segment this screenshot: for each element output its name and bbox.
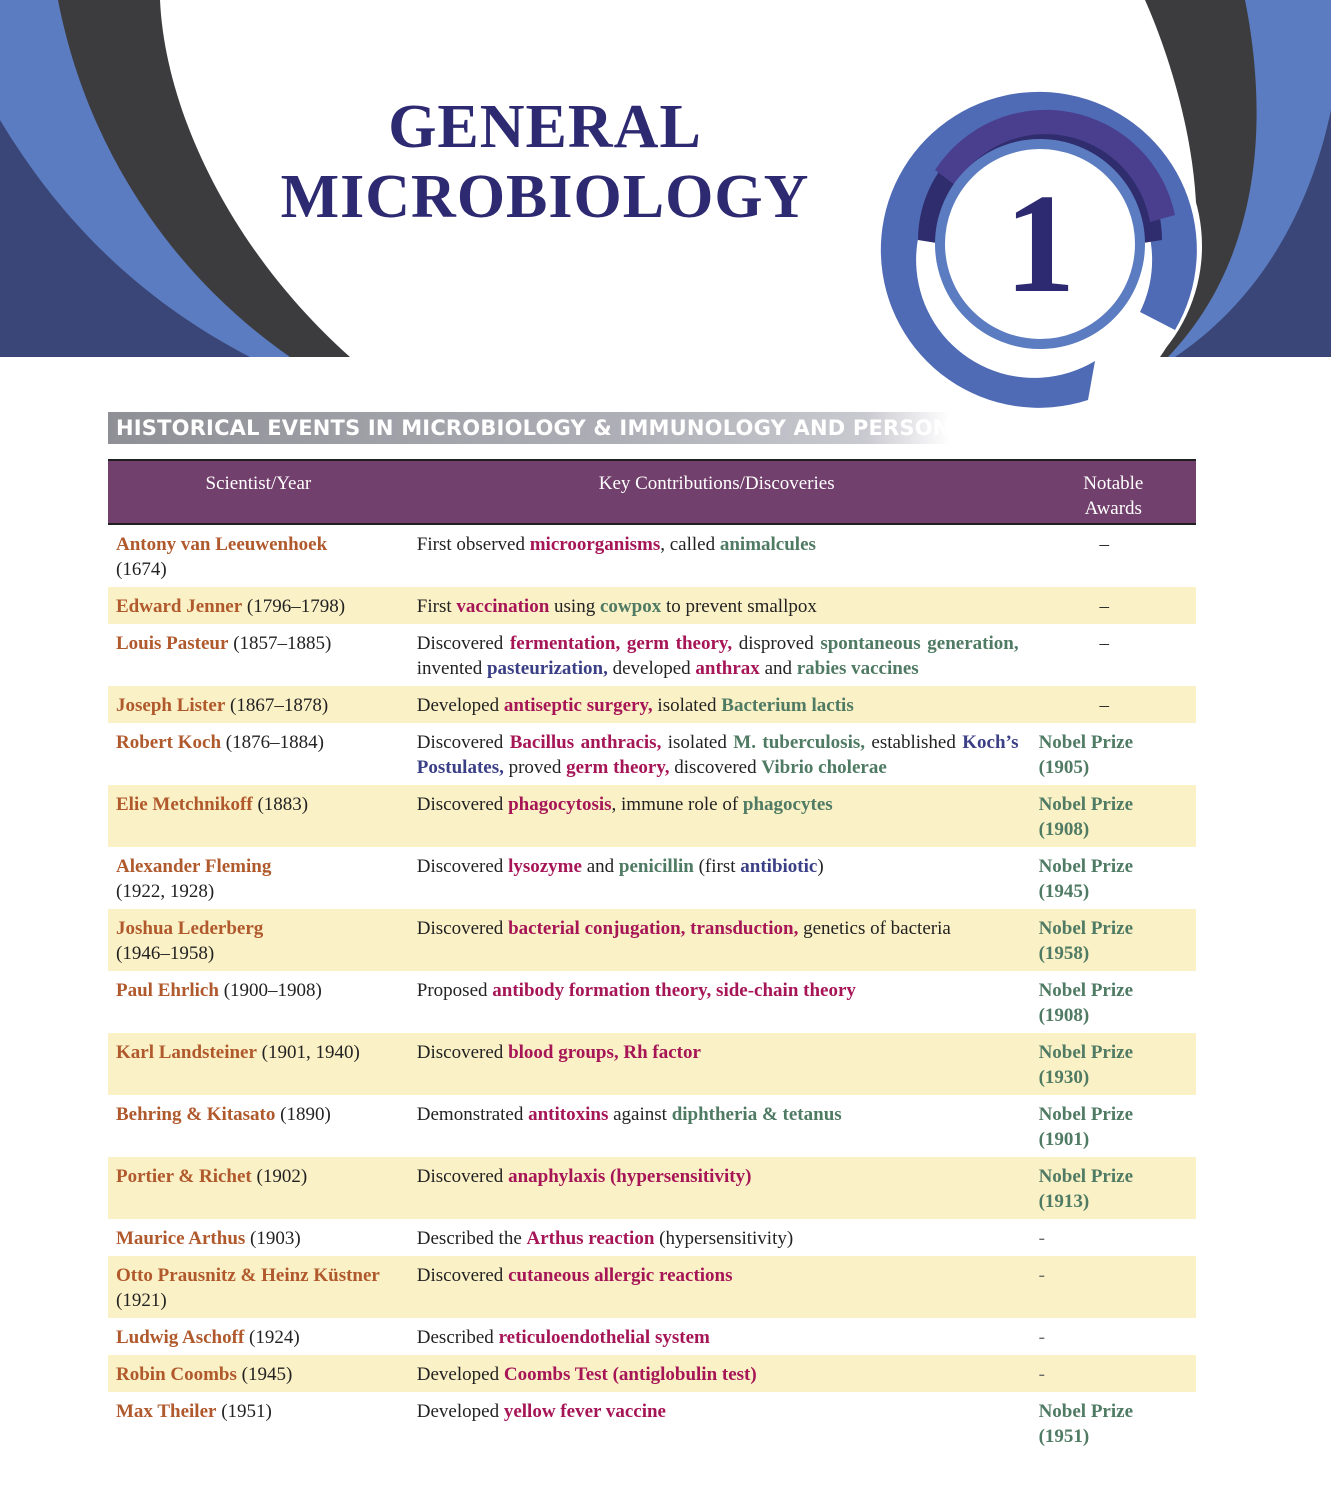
cell-award (1031, 847, 1196, 909)
cell-scientist (108, 1355, 409, 1392)
cell-award (1031, 624, 1196, 686)
cell-contribution (409, 686, 1031, 723)
cell-award (1031, 524, 1196, 587)
highlighted-term: Coombs Test (antiglobulin test) (503, 1364, 757, 1385)
contribution-text: Discovered (416, 1042, 509, 1063)
contribution-text: Developed (416, 695, 504, 716)
scientist-year: (1903) (250, 1228, 301, 1249)
table-row (108, 1355, 1196, 1392)
cell-award (1031, 1157, 1196, 1219)
cell-scientist (108, 624, 409, 686)
scientist-year: (1883) (257, 794, 309, 815)
cell-contribution (409, 785, 1031, 847)
scientist-name: Robin Coombs (116, 1364, 237, 1385)
scientist-year: (1674) (116, 559, 167, 580)
highlighted-term: phagocytosis (508, 794, 612, 815)
table-row (108, 587, 1196, 624)
contribution-text: ) (817, 856, 824, 877)
scientist-year: (1857–1885) (233, 633, 332, 654)
award-text: - (1038, 1228, 1045, 1249)
table-row (108, 723, 1196, 785)
highlighted-term: phagocytes (742, 794, 833, 815)
award-text: – (1099, 633, 1110, 654)
cell-scientist (108, 1318, 409, 1355)
cell-award (1031, 1095, 1196, 1157)
scientist-year: (1951) (221, 1401, 272, 1422)
scientist-name: Elie Metchnikoff (116, 794, 253, 815)
column-header-awards-text: Notable Awards (1083, 473, 1144, 519)
scientist-name: Maurice Arthus (116, 1228, 246, 1249)
cell-contribution (409, 909, 1031, 971)
cell-scientist (108, 1392, 409, 1454)
award-text: Nobel Prize (1908) (1038, 980, 1134, 1026)
cell-award (1031, 1318, 1196, 1355)
award-text: - (1038, 1327, 1045, 1348)
contribution-text: , immune role of (611, 794, 743, 815)
contribution-text: invented (416, 658, 487, 679)
highlighted-term: anaphylaxis (hypersensitivity) (508, 1166, 752, 1187)
section-heading: HISTORICAL EVENTS IN MICROBIOLOGY & IMMUNOLOGY AND PERSONS (108, 412, 950, 444)
scientist-year: (1945) (241, 1364, 293, 1385)
column-header-awards (1031, 460, 1196, 524)
table-body (108, 524, 1196, 1454)
award-text: Nobel Prize (1908) (1038, 794, 1134, 840)
cell-contribution (409, 723, 1031, 785)
cell-scientist (108, 686, 409, 723)
highlighted-term: pasteurization, (486, 658, 608, 679)
cell-contribution (409, 587, 1031, 624)
contribution-text: Discovered (416, 1166, 509, 1187)
scientist-year: (1796–1798) (246, 596, 346, 617)
contribution-text: discovered (669, 757, 762, 778)
table-row (108, 524, 1196, 587)
highlighted-term: Koch’s Postulates, (416, 732, 1019, 778)
scientist-name: Otto Prausnitz & Heinz Küstner (116, 1265, 380, 1286)
contribution-text: Developed (416, 1364, 504, 1385)
scientist-year: (1902) (256, 1166, 308, 1187)
chapter-number: 1 (1004, 164, 1076, 322)
table-row (108, 624, 1196, 686)
contribution-text: genetics of bacteria (798, 918, 951, 939)
table-row (108, 1392, 1196, 1454)
contribution-text: disproved (732, 633, 821, 654)
cell-contribution (409, 847, 1031, 909)
contribution-text: using (549, 596, 600, 617)
highlighted-term: M. tuberculosis, (733, 732, 865, 753)
cell-contribution (409, 1157, 1031, 1219)
highlighted-term: Bacillus anthracis, (509, 732, 662, 753)
highlighted-term: reticuloendothelial system (498, 1327, 710, 1348)
table-row (108, 1095, 1196, 1157)
table-row (108, 686, 1196, 723)
chapter-title-line1: GENERAL (388, 93, 702, 161)
scientist-name: Max Theiler (116, 1401, 217, 1422)
scientist-name: Portier & Richet (116, 1166, 252, 1187)
cell-scientist (108, 785, 409, 847)
table-row (108, 909, 1196, 971)
cell-scientist (108, 1219, 409, 1256)
award-text: Nobel Prize (1958) (1038, 918, 1134, 964)
cell-scientist (108, 1157, 409, 1219)
scientist-year: (1890) (280, 1104, 331, 1125)
contribution-text: (hypersensitivity) (654, 1228, 794, 1249)
contribution-text: Demonstrated (416, 1104, 529, 1125)
cell-award (1031, 1219, 1196, 1256)
highlighted-term: bacterial conjugation, transduction, (508, 918, 799, 939)
cell-scientist (108, 524, 409, 587)
highlighted-term: penicillin (618, 856, 694, 877)
cell-award (1031, 1392, 1196, 1454)
award-text: – (1099, 596, 1110, 617)
contribution-text: Discovered (416, 794, 509, 815)
highlighted-term: diphtheria & tetanus (671, 1104, 842, 1125)
award-text: Nobel Prize (1913) (1038, 1166, 1134, 1212)
highlighted-term: anthrax (695, 658, 760, 679)
scientist-name: Joshua Lederberg (116, 918, 264, 939)
award-text: – (1099, 695, 1110, 716)
chapter-title (230, 92, 860, 232)
contribution-text: isolated (661, 732, 734, 753)
contribution-text: First observed (416, 534, 530, 555)
scientist-year: (1922, 1928) (116, 881, 215, 902)
cell-scientist (108, 909, 409, 971)
cell-scientist (108, 971, 409, 1033)
cell-award (1031, 909, 1196, 971)
table-row (108, 1318, 1196, 1355)
table-row (108, 1256, 1196, 1318)
column-header-scientist: Scientist/Year (205, 473, 312, 494)
cell-award (1031, 1355, 1196, 1392)
contribution-text: Described (416, 1327, 499, 1348)
highlighted-term: Bacterium lactis (721, 695, 854, 716)
cell-scientist (108, 1033, 409, 1095)
contribution-text: proved (503, 757, 567, 778)
table-row (108, 847, 1196, 909)
contribution-text: Developed (416, 1401, 504, 1422)
award-text: – (1099, 534, 1110, 555)
award-text: Nobel Prize (1945) (1038, 856, 1134, 902)
highlighted-term: antiseptic surgery, (503, 695, 653, 716)
cell-award (1031, 971, 1196, 1033)
highlighted-term: antitoxins (528, 1104, 609, 1125)
table-header-row (108, 460, 1196, 524)
contribution-text: Discovered (416, 856, 509, 877)
highlighted-term: fermentation, germ theory, (509, 633, 733, 654)
cell-award (1031, 686, 1196, 723)
cell-award (1031, 1256, 1196, 1318)
contribution-text: to prevent smallpox (661, 596, 817, 617)
contribution-text: , called (660, 534, 720, 555)
table-row (108, 785, 1196, 847)
highlighted-term: blood groups, Rh factor (508, 1042, 701, 1063)
highlighted-term: animalcules (719, 534, 816, 555)
scientist-name: Edward Jenner (116, 596, 243, 617)
chapter-title-line2: MICROBIOLOGY (280, 163, 810, 231)
scientist-name: Louis Pasteur (116, 633, 229, 654)
scientist-year: (1876–1884) (225, 732, 324, 753)
cell-scientist (108, 1095, 409, 1157)
contribution-text: Discovered (416, 1265, 509, 1286)
scientist-name: Robert Koch (116, 732, 222, 753)
table-row (108, 1219, 1196, 1256)
scientist-name: Karl Landsteiner (116, 1042, 257, 1063)
table-row (108, 1033, 1196, 1095)
contribution-text: Described the (416, 1228, 527, 1249)
cell-scientist (108, 847, 409, 909)
contribution-text: established (865, 732, 963, 753)
cell-contribution (409, 1392, 1031, 1454)
highlighted-term: Arthus reaction (526, 1228, 655, 1249)
highlighted-term: cowpox (599, 596, 662, 617)
cell-contribution (409, 524, 1031, 587)
scientist-year: (1946–1958) (116, 943, 215, 964)
contribution-text: Discovered (416, 633, 510, 654)
contribution-text: Discovered (416, 732, 510, 753)
highlighted-term: Vibrio cholerae (761, 757, 887, 778)
scientist-name: Paul Ehrlich (116, 980, 219, 1001)
cell-award (1031, 723, 1196, 785)
cell-award (1031, 785, 1196, 847)
table-row (108, 971, 1196, 1033)
cell-contribution (409, 1219, 1031, 1256)
cell-contribution (409, 624, 1031, 686)
cell-contribution (409, 1033, 1031, 1095)
scientist-name: Ludwig Aschoff (116, 1327, 245, 1348)
highlighted-term: yellow fever vaccine (503, 1401, 666, 1422)
contribution-text: isolated (652, 695, 722, 716)
contribution-text: and (581, 856, 619, 877)
award-text: - (1038, 1364, 1045, 1385)
contribution-text: Discovered (416, 918, 509, 939)
contribution-text: First (416, 596, 457, 617)
cell-scientist (108, 723, 409, 785)
cell-award (1031, 587, 1196, 624)
contribution-text: developed (607, 658, 696, 679)
history-table (108, 459, 1196, 1454)
contribution-text: and (759, 658, 797, 679)
scientist-year: (1924) (249, 1327, 300, 1348)
contribution-text: Proposed (416, 980, 493, 1001)
table-row (108, 1157, 1196, 1219)
cell-contribution (409, 1318, 1031, 1355)
award-text: Nobel Prize (1905) (1038, 732, 1134, 778)
contribution-text: (first (693, 856, 741, 877)
cell-scientist (108, 587, 409, 624)
cell-scientist (108, 1256, 409, 1318)
highlighted-term: antibody formation theory, side-chain theory (492, 980, 856, 1001)
cell-contribution (409, 971, 1031, 1033)
cell-contribution (409, 1095, 1031, 1157)
highlighted-term: spontaneous generation, (820, 633, 1019, 654)
highlighted-term: germ theory, (566, 757, 670, 778)
scientist-year: (1901, 1940) (261, 1042, 360, 1063)
column-header-contributions: Key Contributions/Discoveries (598, 473, 835, 494)
scientist-year: (1921) (116, 1290, 167, 1311)
scientist-name: Behring & Kitasato (116, 1104, 276, 1125)
highlighted-term: vaccination (456, 596, 550, 617)
scientist-name: Antony van Leeuwenhoek (116, 534, 328, 555)
highlighted-term: microorganisms (529, 534, 661, 555)
cell-award (1031, 1033, 1196, 1095)
highlighted-term: rabies vaccines (796, 658, 919, 679)
table-header (108, 460, 1196, 524)
cell-contribution (409, 1355, 1031, 1392)
award-text: Nobel Prize (1930) (1038, 1042, 1134, 1088)
scientist-year: (1900–1908) (223, 980, 322, 1001)
scientist-year: (1867–1878) (230, 695, 329, 716)
cell-contribution (409, 1256, 1031, 1318)
award-text: Nobel Prize (1951) (1038, 1401, 1134, 1447)
highlighted-term: cutaneous allergic reactions (508, 1265, 733, 1286)
contribution-text: against (608, 1104, 672, 1125)
award-text: - (1038, 1265, 1045, 1286)
award-text: Nobel Prize (1901) (1038, 1104, 1134, 1150)
highlighted-term: antibiotic (740, 856, 818, 877)
highlighted-term: lysozyme (508, 856, 582, 877)
scientist-name: Joseph Lister (116, 695, 226, 716)
scientist-name: Alexander Fleming (116, 856, 272, 877)
